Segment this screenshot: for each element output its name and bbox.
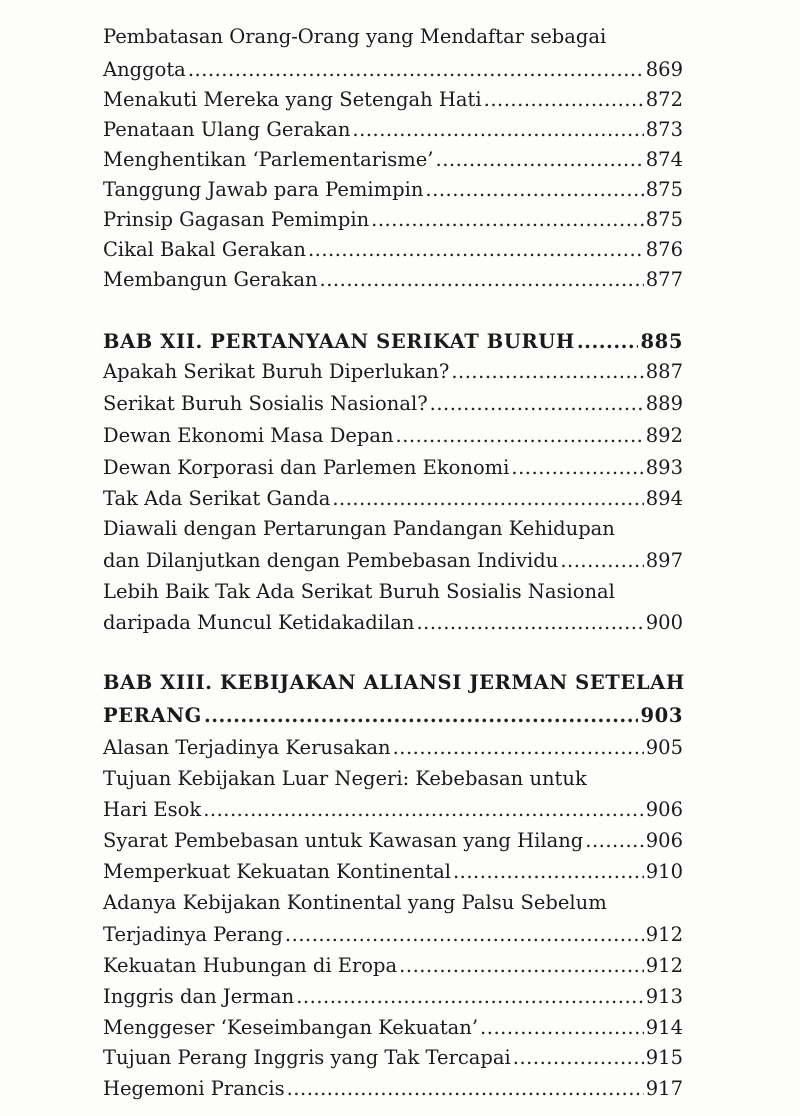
- toc-page-number: 892: [645, 424, 683, 447]
- toc-entry: [103, 857, 683, 887]
- chapter-heading: [103, 327, 683, 357]
- toc-entry: [103, 920, 683, 950]
- toc-entry-label: dan Dilanjutkan dengan Pembebasan Individu: [103, 549, 559, 572]
- toc-entry-label: Hegemoni Prancis: [103, 1077, 285, 1100]
- toc-page-number: 917: [645, 1077, 683, 1100]
- toc-entry-label: Hari Esok: [103, 798, 202, 821]
- dot-leader: [204, 701, 639, 731]
- toc-entry: [103, 55, 683, 85]
- toc-page-number: 876: [645, 238, 683, 261]
- toc-entry: [103, 421, 683, 451]
- toc-page-number: 872: [645, 88, 683, 111]
- dot-leader: [436, 145, 644, 175]
- toc-entry-text: Tujuan Kebijakan Luar Negeri: Kebebasan untuk: [103, 767, 587, 790]
- toc-page-number: 875: [645, 208, 683, 231]
- toc-entry: [103, 1074, 683, 1104]
- toc-page-number: 900: [645, 611, 683, 634]
- toc-entry-text: Lebih Baik Tak Ada Serikat Buruh Sosialis Nasional: [103, 580, 615, 603]
- toc-entry-label: Membangun Gerakan: [103, 268, 318, 291]
- toc-page-number: 889: [645, 392, 683, 415]
- toc-entry: [103, 733, 683, 763]
- toc-page-number: 912: [645, 954, 683, 977]
- dot-leader: [451, 357, 643, 387]
- chapter-title: PERANG: [103, 704, 202, 727]
- toc-entry: [103, 1043, 683, 1073]
- dot-leader: [308, 235, 644, 265]
- chapter-title: BAB XIII. KEBIJAKAN ALIANSI JERMAN SETELAH: [103, 671, 685, 694]
- toc-entry-label: Menakuti Mereka yang Setengah Hati: [103, 88, 482, 111]
- toc-entry: [103, 265, 683, 295]
- toc-entry-label: Alasan Terjadinya Kerusakan: [103, 736, 391, 759]
- toc-entry-text: Diawali dengan Pertarungan Pandangan Kehidupan: [103, 517, 615, 540]
- dot-leader: [371, 205, 644, 235]
- dot-leader: [285, 920, 644, 950]
- toc-entry-label: Cikal Bakal Gerakan: [103, 238, 306, 261]
- dot-leader: [511, 453, 643, 483]
- dot-leader: [296, 982, 644, 1012]
- toc-entry-label: Kekuatan Hubungan di Eropa: [103, 954, 398, 977]
- toc-entry-label: daripada Muncul Ketidakadilan: [103, 611, 415, 634]
- dot-leader: [484, 85, 644, 115]
- toc-entry-text: Adanya Kebijakan Kontinental yang Palsu Sebelum: [103, 891, 607, 914]
- toc-page-number: 869: [645, 58, 683, 81]
- dot-leader: [430, 389, 644, 419]
- toc-entry: [103, 484, 683, 514]
- toc-entry-label: Inggris dan Jerman: [103, 985, 295, 1008]
- toc-entry: [103, 546, 683, 576]
- toc-entry: [103, 175, 683, 205]
- toc-entry-label: Terjadinya Perang: [103, 923, 283, 946]
- toc-entry-label: Prinsip Gagasan Pemimpin: [103, 208, 370, 231]
- dot-leader: [287, 1074, 644, 1104]
- toc-page-number: 873: [645, 118, 683, 141]
- toc-entry: [103, 145, 683, 175]
- toc-entry: [103, 453, 683, 483]
- dot-leader: [203, 795, 644, 825]
- toc-entry: [103, 205, 683, 235]
- dot-leader: [453, 857, 644, 887]
- dot-leader: [577, 327, 639, 357]
- dot-leader: [188, 55, 644, 85]
- dot-leader: [416, 608, 643, 638]
- toc-entry-label: Tujuan Perang Inggris yang Tak Tercapai: [103, 1046, 511, 1069]
- toc-entry: [103, 115, 683, 145]
- chapter-title: BAB XII. PERTANYAAN SERIKAT BURUH: [103, 330, 575, 353]
- toc-entry-label: Serikat Buruh Sosialis Nasional?: [103, 392, 428, 415]
- toc-entry-label: Menggeser ‘Keseimbangan Kekuatan’: [103, 1016, 479, 1039]
- dot-leader: [480, 1013, 644, 1043]
- toc-page-number: 905: [645, 736, 683, 759]
- toc-entry: [103, 951, 683, 981]
- toc-page-number: 874: [645, 148, 683, 171]
- toc-entry-text: Pembatasan Orang-Orang yang Mendaftar sebagai: [103, 25, 607, 48]
- toc-entry-label: Syarat Pembebasan untuk Kawasan yang Hilang: [103, 829, 584, 852]
- toc-entry: [103, 235, 683, 265]
- chapter-page-number: 885: [640, 330, 683, 353]
- toc-page-number: 913: [645, 985, 683, 1008]
- toc-entry: [103, 608, 683, 638]
- toc-entry: [103, 357, 683, 387]
- toc-entry-label: Memperkuat Kekuatan Kontinental: [103, 860, 451, 883]
- dot-leader: [332, 484, 643, 514]
- toc-entry: [103, 1013, 683, 1043]
- chapter-heading: [103, 701, 683, 731]
- toc-page-number: 893: [645, 456, 683, 479]
- toc-entry: [103, 389, 683, 419]
- dot-leader: [425, 175, 643, 205]
- dot-leader: [513, 1043, 644, 1073]
- toc-entry-label: Penataan Ulang Gerakan: [103, 118, 351, 141]
- toc-page-number: 906: [645, 829, 683, 852]
- toc-entry-label: Tak Ada Serikat Ganda: [103, 487, 331, 510]
- chapter-page-number: 903: [640, 704, 683, 727]
- dot-leader: [393, 733, 644, 763]
- toc-entry: [103, 85, 683, 115]
- toc-entry-label: Tanggung Jawab para Pemimpin: [103, 178, 424, 201]
- toc-page-number: 875: [645, 178, 683, 201]
- toc-entry: [103, 826, 683, 856]
- toc-page-number: 910: [645, 860, 683, 883]
- toc-page-number: 906: [645, 798, 683, 821]
- dot-leader: [396, 421, 644, 451]
- toc-entry-label: Apakah Serikat Buruh Diperlukan?: [103, 360, 450, 383]
- toc-page-number: 887: [645, 360, 683, 383]
- toc-page-number: 897: [645, 549, 683, 572]
- toc-page-number: 915: [645, 1046, 683, 1069]
- toc-entry-label: Dewan Ekonomi Masa Depan: [103, 424, 394, 447]
- toc-entry-label: Dewan Korporasi dan Parlemen Ekonomi: [103, 456, 510, 479]
- dot-leader: [560, 546, 643, 576]
- toc-page-number: 914: [645, 1016, 683, 1039]
- toc-page-number: 877: [645, 268, 683, 291]
- dot-leader: [320, 265, 644, 295]
- toc-entry-label: Anggota: [103, 58, 186, 81]
- toc-entry: [103, 795, 683, 825]
- toc-entry: [103, 982, 683, 1012]
- toc-page-number: 912: [645, 923, 683, 946]
- toc-page-number: 894: [645, 487, 683, 510]
- dot-leader: [585, 826, 644, 856]
- toc-entry-label: Menghentikan ‘Parlementarisme’: [103, 148, 434, 171]
- dot-leader: [352, 115, 643, 145]
- dot-leader: [399, 951, 644, 981]
